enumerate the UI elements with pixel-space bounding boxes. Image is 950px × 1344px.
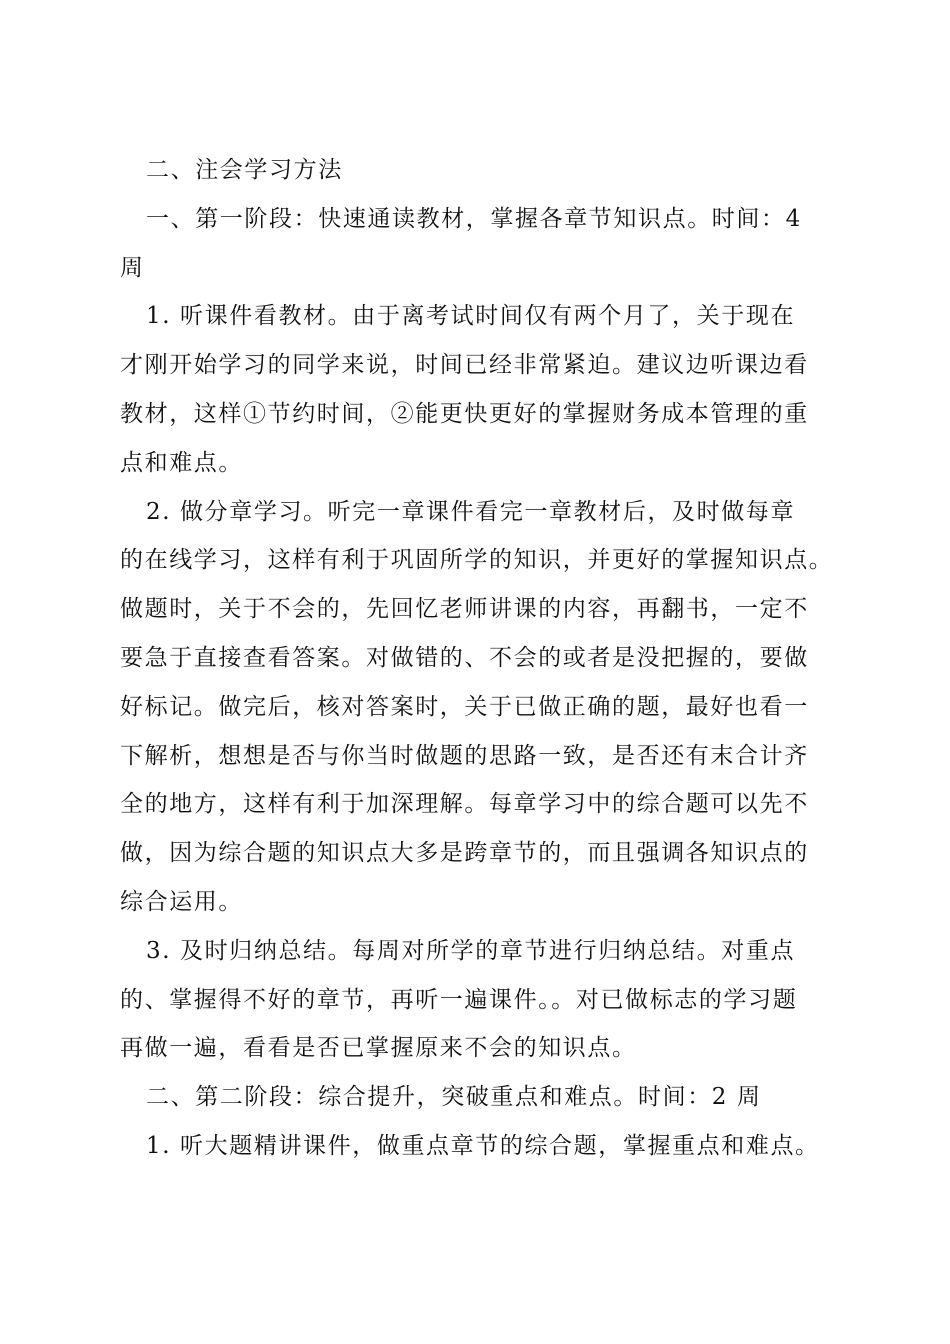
paragraph-line: 做，因为综合题的知识点大多是跨章节的，而且强调各知识点的 [120, 840, 809, 867]
paragraph-line: 的在线学习，这样有利于巩固所学的知识，并更好的掌握知识点。 [120, 547, 834, 574]
paragraph-line: 综合运用。 [120, 888, 243, 915]
paragraph-line: 再做一遍，看看是否已掌握原来不会的知识点。 [120, 1035, 637, 1062]
paragraph-line: 要急于直接查看答案。对做错的、不会的或者是没把握的，要做 [120, 644, 809, 671]
paragraph-line: 1. 听大题精讲课件，做重点章节的综合题，掌握重点和难点。 [146, 1132, 820, 1159]
document-body [120, 146, 840, 1171]
paragraph-line: 教材，这样①节约时间，②能更快更好的掌握财务成本管理的重 [120, 400, 809, 427]
stage-two-heading: 二、第二阶段：综合提升，突破重点和难点。时间：2 周 [146, 1084, 762, 1111]
paragraph-line: 才刚开始学习的同学来说，时间已经非常紧迫。建议边听课边看 [120, 352, 809, 379]
paragraph-line: 点和难点。 [120, 449, 243, 476]
section-heading: 二、注会学习方法 [146, 157, 343, 183]
stage-one-heading-continued: 周 [120, 254, 145, 281]
paragraph-line: 1. 听课件看教材。由于离考试时间仅有两个月了，关于现在 [146, 303, 796, 330]
paragraph-line: 2. 做分章学习。听完一章课件看完一章教材后，及时做每章 [146, 498, 796, 525]
paragraph-line: 的、掌握得不好的章节，再听一遍课件。。对已做标志的学习题 [120, 986, 798, 1013]
paragraph-line: 3. 及时归纳总结。每周对所学的章节进行归纳总结。对重点 [146, 937, 796, 964]
paragraph-line: 下解析，想想是否与你当时做题的思路一致，是否还有末合计齐 [120, 742, 809, 769]
stage-one-heading: 一、第一阶段：快速通读教材，掌握各章节知识点。时间：4 [146, 205, 802, 232]
paragraph-line: 做题时，关于不会的，先回忆老师讲课的内容，再翻书，一定不 [120, 596, 809, 623]
paragraph-line: 全的地方，这样有利于加深理解。每章学习中的综合题可以先不 [120, 791, 809, 818]
paragraph-line: 好标记。做完后，核对答案时，关于已做正确的题，最好也看一 [120, 693, 809, 720]
